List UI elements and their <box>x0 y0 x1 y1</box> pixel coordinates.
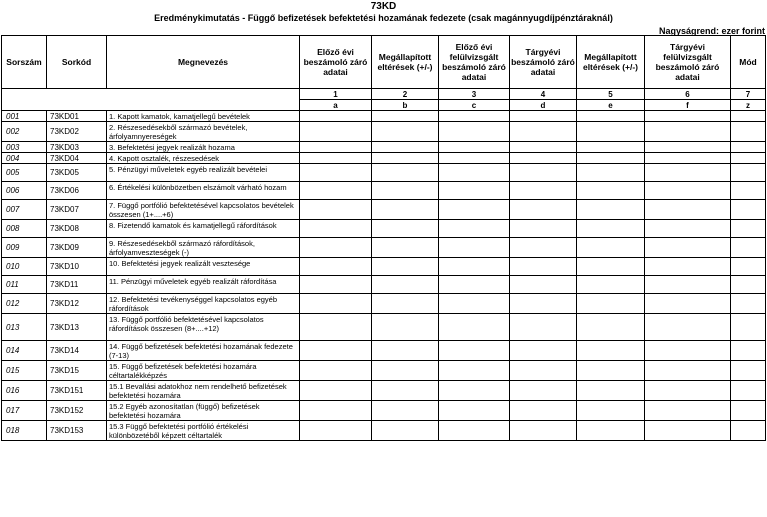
row-code: 73KD14 <box>47 341 107 361</box>
table-body <box>2 111 766 441</box>
value-cell-col4[interactable] <box>510 164 577 182</box>
value-cell-col2[interactable] <box>372 200 439 220</box>
value-cell-col1[interactable] <box>300 258 372 276</box>
value-cell-col4[interactable] <box>510 294 577 314</box>
value-cell-col4[interactable] <box>510 314 577 341</box>
value-cell-col6[interactable] <box>645 341 731 361</box>
col-header-3: Előző évi felülvizsgált beszámoló záró adatai <box>439 36 510 89</box>
value-cell-col2[interactable] <box>372 238 439 258</box>
value-cell-col2[interactable] <box>372 421 439 441</box>
table-row <box>2 153 766 164</box>
value-cell-col2[interactable] <box>372 294 439 314</box>
value-cell-col4[interactable] <box>510 381 577 401</box>
table-row <box>2 200 766 220</box>
value-cell-col2[interactable] <box>372 314 439 341</box>
table-row <box>2 421 766 441</box>
row-name: 3. Befektetési jegyek realizált hozama <box>107 142 300 153</box>
value-cell-col1[interactable] <box>300 220 372 238</box>
table-row <box>2 142 766 153</box>
value-cell-col5[interactable] <box>577 111 645 122</box>
row-name: 10. Befektetési jegyek realizált vesztesége <box>107 258 300 276</box>
value-cell-col1[interactable] <box>300 182 372 200</box>
report-table <box>1 35 766 441</box>
table-row <box>2 314 766 341</box>
table-row <box>2 341 766 361</box>
col-number: 3 <box>439 89 510 100</box>
value-cell-col3[interactable] <box>439 238 510 258</box>
row-code: 73KD04 <box>47 153 107 164</box>
row-name: 5. Pénzügyi műveletek egyéb realizált bevételei <box>107 164 300 182</box>
row-name: 14. Függő befizetések befektetési hozamának fedezete (7-13) <box>107 341 300 361</box>
value-cell-col5[interactable] <box>577 381 645 401</box>
value-cell-col5[interactable] <box>577 361 645 381</box>
mod-cell[interactable] <box>731 294 766 314</box>
value-cell-col2[interactable] <box>372 258 439 276</box>
table-row <box>2 122 766 142</box>
table-row <box>2 111 766 122</box>
row-code: 73KD05 <box>47 164 107 182</box>
row-number: 002 <box>2 122 47 142</box>
row-number: 004 <box>2 153 47 164</box>
col-header-sorkod: Sorkód <box>47 36 107 89</box>
row-code: 73KD03 <box>47 142 107 153</box>
value-cell-col2[interactable] <box>372 164 439 182</box>
row-number: 011 <box>2 276 47 294</box>
row-code: 73KD09 <box>47 238 107 258</box>
value-cell-col2[interactable] <box>372 220 439 238</box>
value-cell-col6[interactable] <box>645 314 731 341</box>
row-number: 005 <box>2 164 47 182</box>
col-header-4: Tárgyévi beszámoló záró adatai <box>510 36 577 89</box>
value-cell-col3[interactable] <box>439 381 510 401</box>
blank-cell <box>2 89 300 100</box>
table-row <box>2 294 766 314</box>
value-cell-col3[interactable] <box>439 276 510 294</box>
row-number: 015 <box>2 361 47 381</box>
value-cell-col2[interactable] <box>372 401 439 421</box>
value-cell-col5[interactable] <box>577 294 645 314</box>
col-letter: c <box>439 100 510 111</box>
value-cell-col4[interactable] <box>510 122 577 142</box>
form-title: Eredménykimutatás - Függő befizetések befektetési hozamának fedezete (csak magánnyugdíjpénztáraknál) <box>154 13 613 23</box>
table-row <box>2 361 766 381</box>
value-cell-col6[interactable] <box>645 164 731 182</box>
mod-cell[interactable] <box>731 381 766 401</box>
row-number: 010 <box>2 258 47 276</box>
mod-cell[interactable] <box>731 314 766 341</box>
value-cell-col4[interactable] <box>510 153 577 164</box>
col-letter: e <box>577 100 645 111</box>
table-row <box>2 182 766 200</box>
row-code: 73KD08 <box>47 220 107 238</box>
mod-cell[interactable] <box>731 401 766 421</box>
row-code: 73KD153 <box>47 421 107 441</box>
value-cell-col4[interactable] <box>510 361 577 381</box>
value-cell-col6[interactable] <box>645 200 731 220</box>
col-letter: b <box>372 100 439 111</box>
value-cell-col6[interactable] <box>645 258 731 276</box>
value-cell-col3[interactable] <box>439 361 510 381</box>
column-letter-row <box>2 100 766 111</box>
value-cell-col4[interactable] <box>510 341 577 361</box>
mod-cell[interactable] <box>731 153 766 164</box>
value-cell-col6[interactable] <box>645 182 731 200</box>
header-row <box>2 36 766 89</box>
value-cell-col1[interactable] <box>300 361 372 381</box>
value-cell-col5[interactable] <box>577 341 645 361</box>
row-name: 8. Fizetendő kamatok és kamatjellegű ráfordítások <box>107 220 300 238</box>
value-cell-col3[interactable] <box>439 294 510 314</box>
col-letter: z <box>731 100 766 111</box>
row-code: 73KD12 <box>47 294 107 314</box>
value-cell-col1[interactable] <box>300 276 372 294</box>
row-name: 9. Részesedésekből származó ráfordítások, árfolyamveszteségek (-) <box>107 238 300 258</box>
row-number: 003 <box>2 142 47 153</box>
row-number: 013 <box>2 314 47 341</box>
row-name: 15.3 Függő befektetési portfólió értékelési különbözetéből képzett céltartalék <box>107 421 300 441</box>
value-cell-col1[interactable] <box>300 122 372 142</box>
mod-cell[interactable] <box>731 111 766 122</box>
value-cell-col1[interactable] <box>300 200 372 220</box>
value-cell-col2[interactable] <box>372 276 439 294</box>
table-row <box>2 238 766 258</box>
value-cell-col4[interactable] <box>510 220 577 238</box>
col-letter: d <box>510 100 577 111</box>
value-cell-col1[interactable] <box>300 153 372 164</box>
value-cell-col1[interactable] <box>300 381 372 401</box>
col-number: 5 <box>577 89 645 100</box>
mod-cell[interactable] <box>731 182 766 200</box>
value-cell-col1[interactable] <box>300 294 372 314</box>
value-cell-col2[interactable] <box>372 142 439 153</box>
col-header-mod: Mód <box>731 36 766 89</box>
value-cell-col6[interactable] <box>645 111 731 122</box>
value-cell-col3[interactable] <box>439 111 510 122</box>
row-number: 018 <box>2 421 47 441</box>
value-cell-col4[interactable] <box>510 182 577 200</box>
row-code: 73KD02 <box>47 122 107 142</box>
unit-note: Nagyságrend: ezer forint <box>658 26 765 36</box>
col-header-1: Előző évi beszámoló záró adatai <box>300 36 372 89</box>
row-code: 73KD07 <box>47 200 107 220</box>
mod-cell[interactable] <box>731 238 766 258</box>
value-cell-col4[interactable] <box>510 401 577 421</box>
value-cell-col3[interactable] <box>439 153 510 164</box>
row-code: 73KD11 <box>47 276 107 294</box>
value-cell-col3[interactable] <box>439 164 510 182</box>
value-cell-col3[interactable] <box>439 258 510 276</box>
value-cell-col5[interactable] <box>577 220 645 238</box>
value-cell-col6[interactable] <box>645 361 731 381</box>
row-name: 13. Függő portfólió befektetésével kapcsolatos ráfordítások összesen (8+....+12) <box>107 314 300 341</box>
value-cell-col6[interactable] <box>645 294 731 314</box>
value-cell-col5[interactable] <box>577 153 645 164</box>
value-cell-col2[interactable] <box>372 153 439 164</box>
blank-cell <box>2 100 300 111</box>
table-row <box>2 258 766 276</box>
value-cell-col4[interactable] <box>510 421 577 441</box>
value-cell-col3[interactable] <box>439 341 510 361</box>
row-code: 73KD01 <box>47 111 107 122</box>
value-cell-col5[interactable] <box>577 182 645 200</box>
col-header-6: Tárgyévi felülvizsgált beszámoló záró adatai <box>645 36 731 89</box>
value-cell-col5[interactable] <box>577 258 645 276</box>
row-code: 73KD151 <box>47 381 107 401</box>
row-number: 009 <box>2 238 47 258</box>
row-name: 7. Függő portfólió befektetésével kapcsolatos bevételek összesen (1+....+6) <box>107 200 300 220</box>
value-cell-col6[interactable] <box>645 401 731 421</box>
value-cell-col5[interactable] <box>577 276 645 294</box>
value-cell-col4[interactable] <box>510 142 577 153</box>
value-cell-col2[interactable] <box>372 111 439 122</box>
value-cell-col3[interactable] <box>439 314 510 341</box>
value-cell-col4[interactable] <box>510 276 577 294</box>
value-cell-col1[interactable] <box>300 142 372 153</box>
value-cell-col2[interactable] <box>372 361 439 381</box>
table-row <box>2 276 766 294</box>
value-cell-col3[interactable] <box>439 142 510 153</box>
value-cell-col5[interactable] <box>577 122 645 142</box>
col-number: 4 <box>510 89 577 100</box>
col-number: 6 <box>645 89 731 100</box>
mod-cell[interactable] <box>731 361 766 381</box>
row-number: 016 <box>2 381 47 401</box>
value-cell-col5[interactable] <box>577 164 645 182</box>
col-header-sorszam: Sorszám <box>2 36 47 89</box>
value-cell-col2[interactable] <box>372 341 439 361</box>
value-cell-col3[interactable] <box>439 200 510 220</box>
row-number: 006 <box>2 182 47 200</box>
row-name: 1. Kapott kamatok, kamatjellegű bevételek <box>107 111 300 122</box>
value-cell-col3[interactable] <box>439 421 510 441</box>
col-number: 1 <box>300 89 372 100</box>
mod-cell[interactable] <box>731 341 766 361</box>
mod-cell[interactable] <box>731 220 766 238</box>
col-number: 7 <box>731 89 766 100</box>
row-code: 73KD10 <box>47 258 107 276</box>
value-cell-col4[interactable] <box>510 111 577 122</box>
value-cell-col4[interactable] <box>510 258 577 276</box>
value-cell-col6[interactable] <box>645 276 731 294</box>
value-cell-col6[interactable] <box>645 381 731 401</box>
table-row <box>2 381 766 401</box>
value-cell-col6[interactable] <box>645 220 731 238</box>
mod-cell[interactable] <box>731 122 766 142</box>
table-row <box>2 164 766 182</box>
value-cell-col1[interactable] <box>300 238 372 258</box>
table-row <box>2 401 766 421</box>
value-cell-col2[interactable] <box>372 122 439 142</box>
value-cell-col5[interactable] <box>577 314 645 341</box>
column-number-row <box>2 89 766 100</box>
row-number: 014 <box>2 341 47 361</box>
row-code: 73KD06 <box>47 182 107 200</box>
value-cell-col3[interactable] <box>439 220 510 238</box>
value-cell-col4[interactable] <box>510 200 577 220</box>
row-name: 4. Kapott osztalék, részesedések <box>107 153 300 164</box>
form-code: 73KD <box>370 1 397 12</box>
value-cell-col1[interactable] <box>300 341 372 361</box>
value-cell-col5[interactable] <box>577 421 645 441</box>
row-number: 001 <box>2 111 47 122</box>
row-name: 6. Értékelési különbözetben elszámolt várható hozam <box>107 182 300 200</box>
col-header-2: Megállapított eltérések (+/-) <box>372 36 439 89</box>
row-name: 12. Befektetési tevékenységgel kapcsolatos egyéb ráfordítások <box>107 294 300 314</box>
col-letter: f <box>645 100 731 111</box>
row-number: 008 <box>2 220 47 238</box>
value-cell-col5[interactable] <box>577 401 645 421</box>
value-cell-col6[interactable] <box>645 153 731 164</box>
mod-cell[interactable] <box>731 276 766 294</box>
mod-cell[interactable] <box>731 164 766 182</box>
value-cell-col3[interactable] <box>439 182 510 200</box>
row-number: 012 <box>2 294 47 314</box>
value-cell-col5[interactable] <box>577 142 645 153</box>
value-cell-col3[interactable] <box>439 401 510 421</box>
mod-cell[interactable] <box>731 421 766 441</box>
value-cell-col1[interactable] <box>300 164 372 182</box>
row-number: 017 <box>2 401 47 421</box>
row-name: 11. Pénzügyi műveletek egyéb realizált ráfordítása <box>107 276 300 294</box>
value-cell-col2[interactable] <box>372 182 439 200</box>
value-cell-col6[interactable] <box>645 421 731 441</box>
value-cell-col1[interactable] <box>300 421 372 441</box>
table-row <box>2 220 766 238</box>
row-code: 73KD152 <box>47 401 107 421</box>
col-header-5: Megállapított eltérések (+/-) <box>577 36 645 89</box>
value-cell-col1[interactable] <box>300 111 372 122</box>
col-number: 2 <box>372 89 439 100</box>
value-cell-col3[interactable] <box>439 122 510 142</box>
value-cell-col6[interactable] <box>645 238 731 258</box>
row-name: 2. Részesedésekből származó bevételek, árfolyamnyereségek <box>107 122 300 142</box>
mod-cell[interactable] <box>731 200 766 220</box>
value-cell-col6[interactable] <box>645 122 731 142</box>
row-name: 15.1 Bevallási adatokhoz nem rendelhető befizetések befektetési hozamára <box>107 381 300 401</box>
value-cell-col2[interactable] <box>372 381 439 401</box>
value-cell-col1[interactable] <box>300 314 372 341</box>
row-number: 007 <box>2 200 47 220</box>
value-cell-col5[interactable] <box>577 200 645 220</box>
row-code: 73KD15 <box>47 361 107 381</box>
col-letter: a <box>300 100 372 111</box>
mod-cell[interactable] <box>731 258 766 276</box>
value-cell-col5[interactable] <box>577 238 645 258</box>
mod-cell[interactable] <box>731 142 766 153</box>
value-cell-col4[interactable] <box>510 238 577 258</box>
value-cell-col1[interactable] <box>300 401 372 421</box>
row-name: 15. Függő befizetések befektetési hozamára céltartalékképzés <box>107 361 300 381</box>
row-code: 73KD13 <box>47 314 107 341</box>
value-cell-col6[interactable] <box>645 142 731 153</box>
col-header-megnevezes: Megnevezés <box>107 36 300 89</box>
row-name: 15.2 Egyéb azonosítatlan (függő) befizetések befektetési hozamára <box>107 401 300 421</box>
